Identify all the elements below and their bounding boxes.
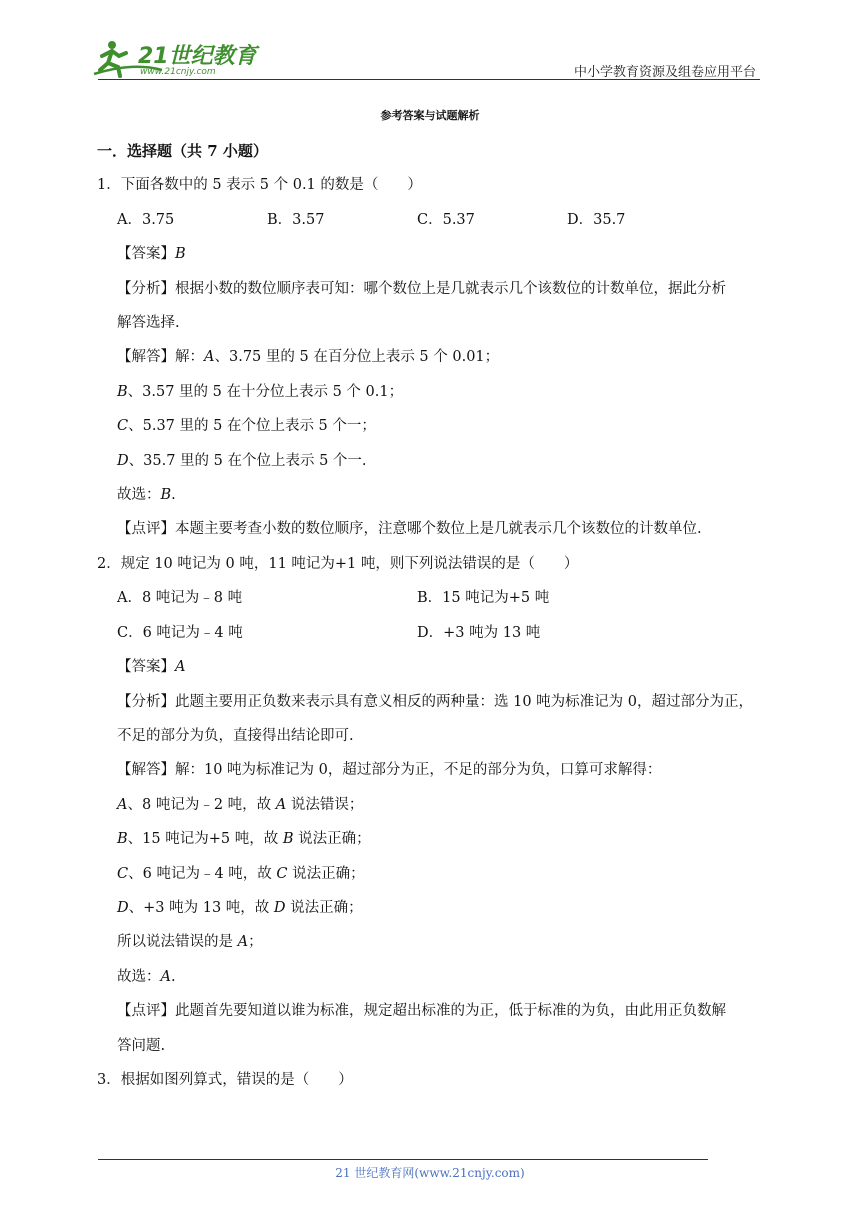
svg-text:21世纪教育: 21世纪教育 xyxy=(138,44,257,69)
q2-choice: 故选：A. xyxy=(117,968,176,985)
q1-solution-b: B、3.57 里的 5 在十分位上表示 5 个 0.1； xyxy=(117,383,404,400)
q2-comment-line1: 【点评】此题首先要知道以谁为标准，规定超出标准的为正，低于标准的为负，由此用正负数解 xyxy=(117,1003,726,1020)
q2-option-a: A．8 吨记为﹣8 吨 xyxy=(117,590,243,607)
q1-answer: 【答案】B xyxy=(117,246,186,263)
q1-option-a: A．3.75 xyxy=(117,211,175,228)
q2-solution-d: D、+3 吨为 13 吨，故 D 说法正确； xyxy=(117,899,363,916)
q2-solution-b: B、15 吨记为+5 吨，故 B 说法正确； xyxy=(117,831,371,848)
q1-options xyxy=(97,203,762,237)
header-divider xyxy=(98,79,760,80)
q2-options-row2 xyxy=(97,616,762,650)
q1-solution-c: C、5.37 里的 5 在个位上表示 5 个一； xyxy=(117,418,376,435)
q1-analysis-line2: 解答选择. xyxy=(117,315,180,332)
q2-analysis-line2: 不足的部分为负，直接得出结论即可. xyxy=(117,727,354,744)
document-body xyxy=(97,134,762,1097)
q2-analysis-line1: 【分析】此题主要用正负数来表示具有意义相反的两种量：选 10 吨为标准记为 0，超过部分为正， xyxy=(117,693,753,710)
footer-divider xyxy=(98,1159,708,1160)
q2-option-d: D．+3 吨为 13 吨 xyxy=(417,624,541,641)
q1-comment: 【点评】本题主要考查小数的数位顺序，注意哪个数位上是几就表示几个该数位的计数单位. xyxy=(117,521,702,538)
runner-logo-icon xyxy=(92,36,262,80)
q1-solution-a: 【解答】解：A、3.75 里的 5 在百分位上表示 5 个 0.01； xyxy=(117,349,500,366)
q1-option-c: C．5.37 xyxy=(417,211,475,228)
q3-stem: 3．根据如图列算式，错误的是（ ） xyxy=(97,1071,353,1088)
q2-solution-intro: 【解答】解：10 吨为标准记为 0，超过部分为正，不足的部分为负，口算可求解得： xyxy=(117,762,662,779)
q2-answer: 【答案】A xyxy=(117,659,186,676)
footer-link[interactable]: 21 世纪教育网(www.21cnjy.com) xyxy=(335,1166,525,1180)
platform-name: 中小学教育资源及组卷应用平台 xyxy=(573,65,756,80)
q1-option-d: D．35.7 xyxy=(567,211,626,228)
q1-solution-d: D、35.7 里的 5 在个位上表示 5 个一. xyxy=(117,452,367,469)
q1-choice: 故选：B. xyxy=(117,487,176,504)
q1-stem: 1．下面各数中的 5 表示 5 个 0.1 的数是（ ） xyxy=(97,177,422,194)
logo xyxy=(92,36,262,80)
q2-comment-line2: 答问题. xyxy=(117,1037,166,1054)
q2-stem: 2．规定 10 吨记为 0 吨，11 吨记为+1 吨，则下列说法错误的是（ ） xyxy=(97,555,579,572)
q2-option-b: B．15 吨记为+5 吨 xyxy=(417,590,550,607)
q2-options-row1 xyxy=(97,581,762,615)
q2-solution-c: C、6 吨记为﹣4 吨，故 C 说法正确； xyxy=(117,865,365,882)
q2-option-c: C．6 吨记为﹣4 吨 xyxy=(117,624,243,641)
page-title: 参考答案与试题解析 xyxy=(380,109,480,122)
q1-analysis-line1: 【分析】根据小数的数位顺序表可知：哪个数位上是几就表示几个该数位的计数单位，据此分析 xyxy=(117,280,726,297)
section-heading: 一．选择题（共 7 小题） xyxy=(97,142,268,160)
q2-summary: 所以说法错误的是 A； xyxy=(117,934,263,951)
q1-option-b: B．3.57 xyxy=(267,211,325,228)
svg-text:www.21cnjy.com: www.21cnjy.com xyxy=(140,67,216,77)
q2-solution-a: A、8 吨记为﹣2 吨，故 A 说法错误； xyxy=(117,796,364,813)
